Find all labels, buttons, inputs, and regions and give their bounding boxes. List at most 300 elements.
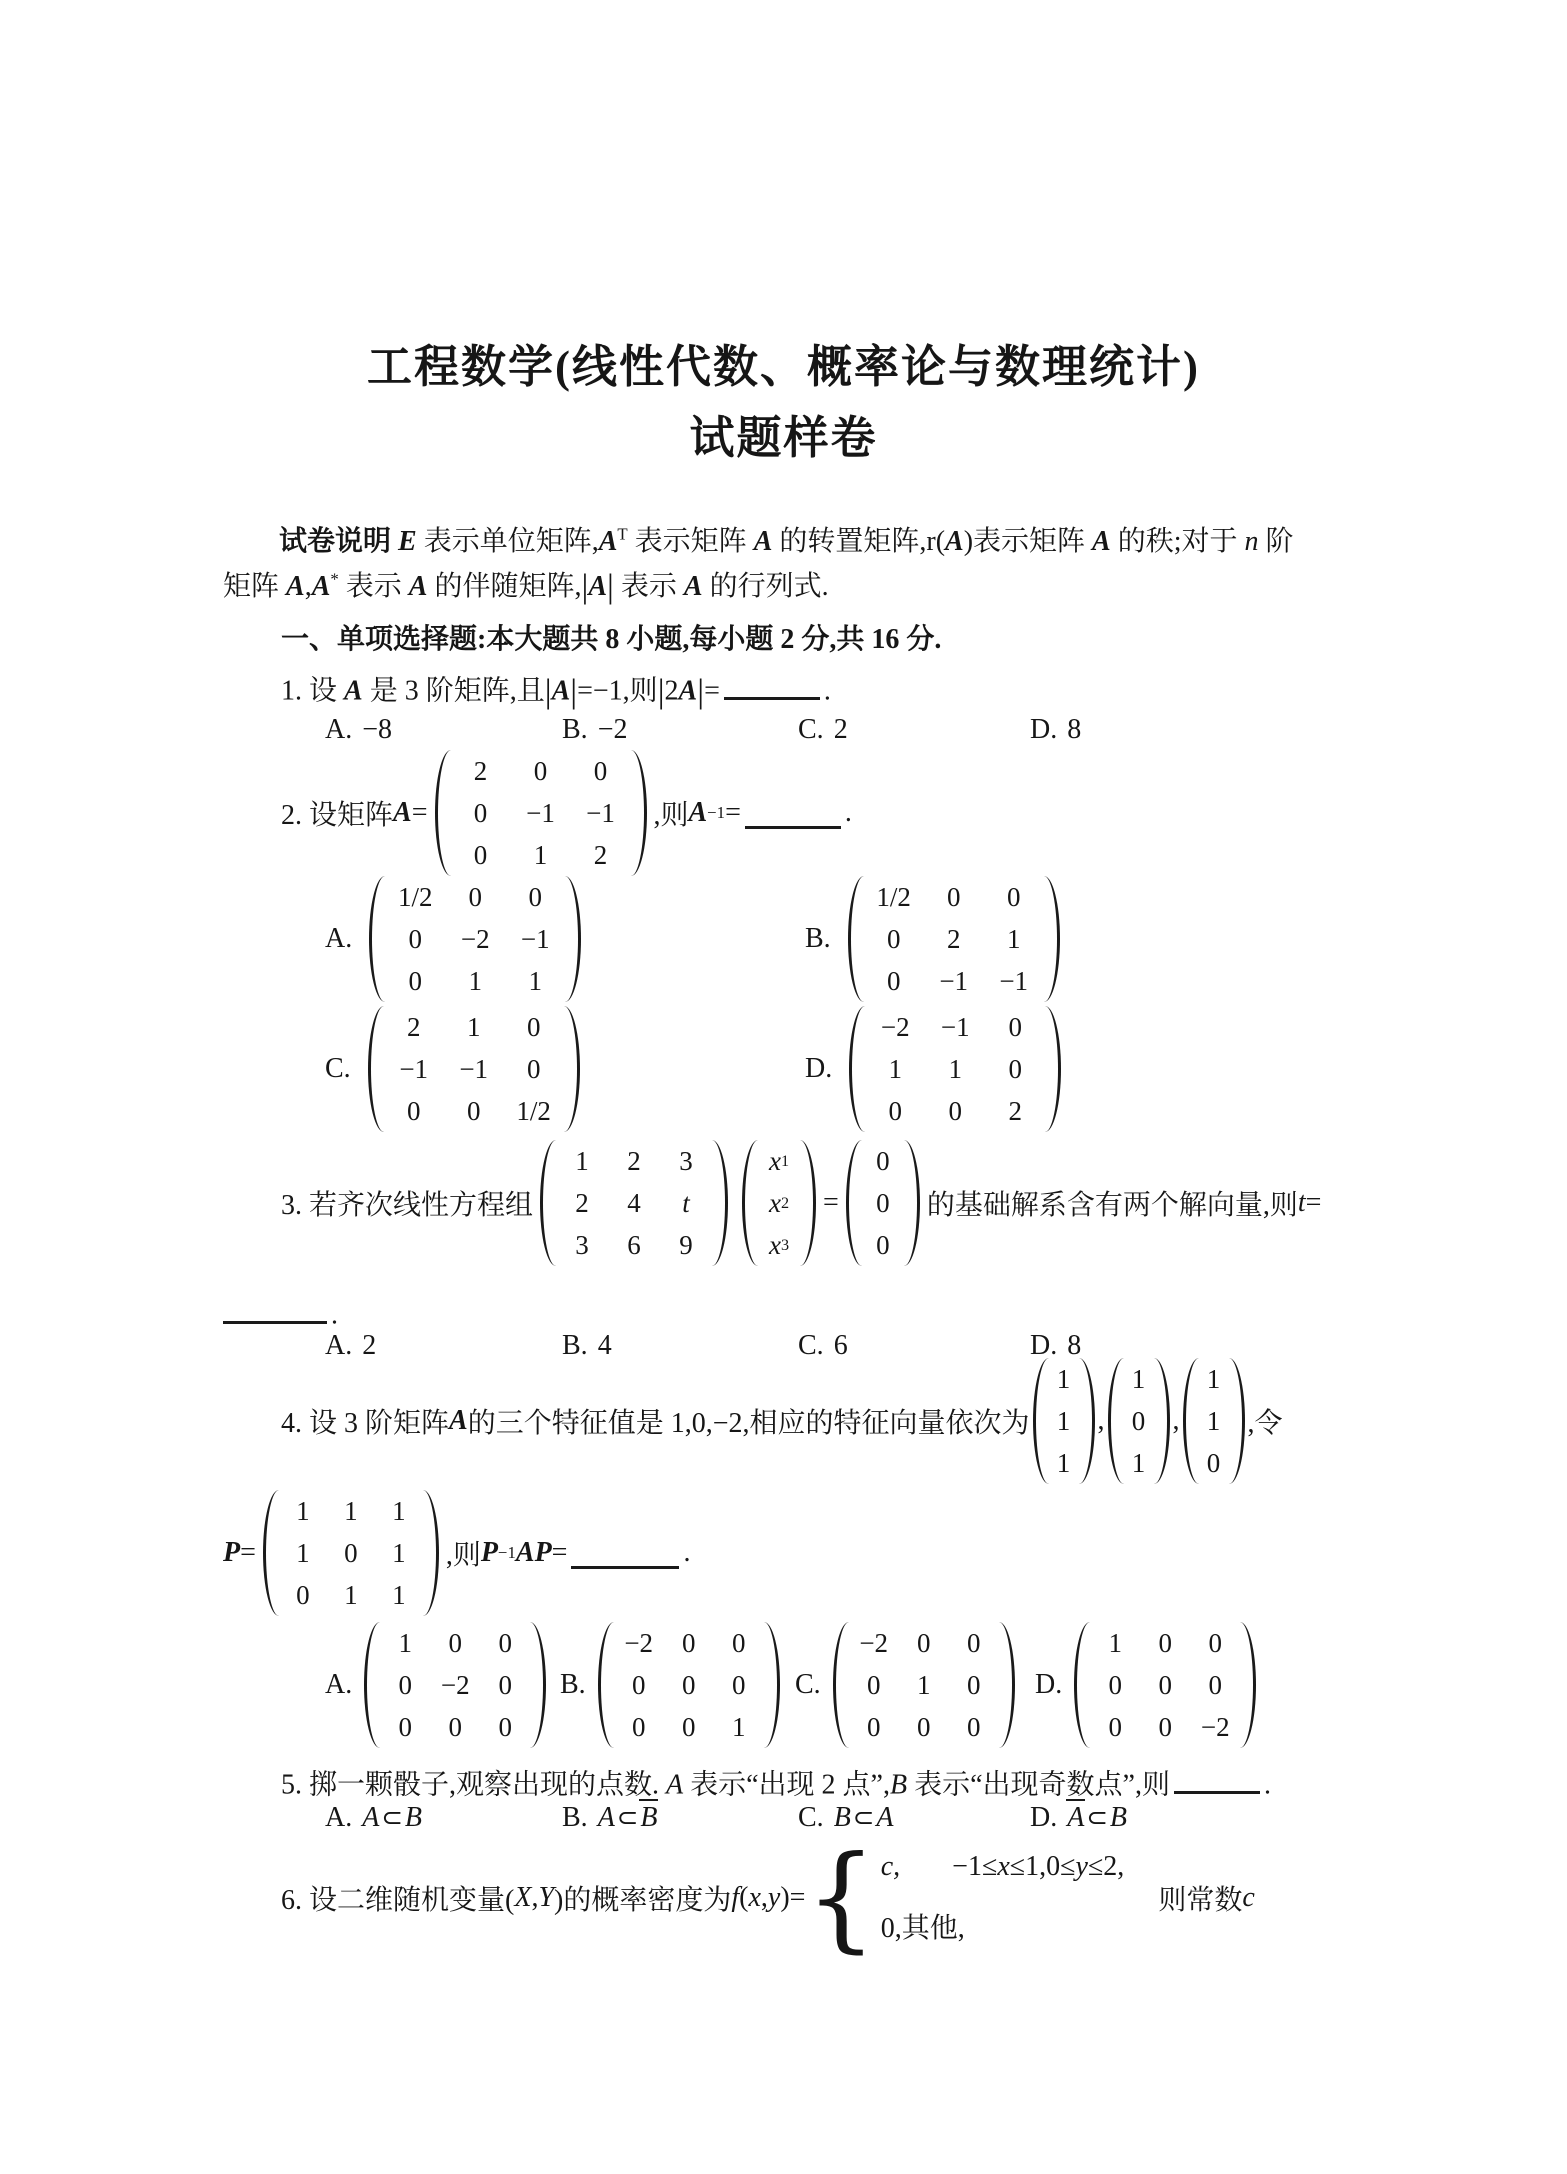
text-run: =: [411, 797, 428, 828]
matrix-cell: 0: [1131, 1405, 1146, 1436]
text-run: ,: [531, 1882, 539, 1913]
matrix-cell: 3: [575, 1229, 589, 1260]
option-label: A.: [325, 1669, 353, 1700]
matrix-cell: 0: [526, 1011, 541, 1042]
instructions-line-1: [279, 520, 1294, 564]
text-run: .: [331, 1299, 338, 1331]
matrix-cell: 1: [392, 1495, 406, 1526]
matrix-cell: 2: [946, 923, 961, 954]
matrix-cell: −1: [999, 965, 1029, 996]
vector-body: [1049, 1358, 1079, 1484]
option-label: B.: [562, 714, 588, 745]
matrix-cell: 1: [533, 839, 548, 870]
var-AP: AP: [515, 1537, 552, 1568]
paren-right: [564, 1006, 580, 1132]
matrix-cell: 0: [681, 1627, 696, 1658]
matrix-cell: 9: [679, 1229, 693, 1260]
matrix-cell: 1: [1056, 1447, 1071, 1478]
option-q1-b: [562, 714, 627, 746]
subset-symbol: ⊂: [1086, 1803, 1108, 1833]
paren-right: [1044, 876, 1060, 1002]
matrix-q2-option-b: [848, 876, 1060, 1002]
matrix-cell: −1: [940, 1011, 970, 1042]
var-x: x: [748, 1882, 761, 1913]
matrix-cell: 0: [448, 1711, 462, 1742]
text-run: =−1,则: [577, 675, 658, 707]
matrix-cell: 0: [948, 1095, 962, 1126]
text-run: 表示: [338, 571, 409, 602]
paren-right: [565, 876, 581, 1002]
matrix-cell: 0: [966, 1669, 981, 1700]
piecewise-function: [805, 1831, 1125, 1964]
var-t: t: [1297, 1187, 1306, 1218]
option-value: −8: [362, 714, 393, 745]
paren-left: [369, 876, 385, 1002]
paren-left: [1033, 1358, 1049, 1484]
text-run: ≤2,: [1087, 1851, 1125, 1882]
matrix-q4-p: [263, 1490, 439, 1616]
paren-left: [848, 876, 864, 1002]
text-run: 表示“出现 2 点”,: [683, 1769, 890, 1801]
answer-blank: [745, 797, 841, 829]
matrix-cell: −1: [586, 797, 615, 828]
text-run: )=: [780, 1882, 806, 1913]
option-label: A.: [325, 923, 353, 954]
matrix-cell: 1: [1108, 1627, 1122, 1658]
option-q5-c: [798, 1802, 893, 1834]
var-A: A: [449, 1405, 468, 1436]
piecewise-rows: [881, 1836, 1125, 1960]
text-run: 表示矩阵: [627, 526, 754, 557]
option-q5-d: [1030, 1802, 1127, 1834]
var-x: x: [997, 1851, 1010, 1882]
matrix-cell: 0: [731, 1627, 746, 1658]
var-A: A: [945, 526, 964, 557]
matrix-cell: 1: [575, 1145, 589, 1176]
matrix-cell: 0: [468, 881, 482, 912]
option-label: B.: [562, 1330, 588, 1361]
paren-right: [712, 1140, 728, 1266]
matrix-cell: −1: [939, 965, 969, 996]
case-value: 0,其他,: [880, 1913, 965, 1944]
paren-left: [1074, 1622, 1090, 1748]
text-run: 的基础解系含有两个解向量,则: [926, 1190, 1298, 1221]
matrix-cell: 0: [731, 1669, 746, 1700]
option-label: C.: [798, 1330, 824, 1361]
text-run: =: [551, 1537, 568, 1568]
matrix-cell: 0: [1008, 1053, 1022, 1084]
var-y: y: [1075, 1851, 1088, 1882]
matrix-cell: 3: [679, 1145, 693, 1176]
var-c: c: [1242, 1882, 1255, 1913]
vector-q3-zero: [846, 1140, 920, 1266]
matrix-cell: 1: [466, 1011, 481, 1042]
vector-q4-1: [1033, 1358, 1095, 1484]
text-run: =: [704, 675, 720, 707]
matrix-cell: 1: [1206, 1363, 1221, 1394]
matrix-body: [380, 1622, 530, 1748]
var-A: A: [393, 797, 412, 828]
exam-title: [0, 330, 1567, 395]
text-run: 2. 设矩阵: [281, 800, 394, 831]
text-run: .: [683, 1537, 691, 1568]
matrix-cell: 1: [1056, 1405, 1071, 1436]
text-run: 是 3 阶矩阵,且: [362, 675, 545, 707]
matrix-body: [556, 1140, 712, 1266]
option-q4-a: [325, 1622, 548, 1748]
option-q4-b: [560, 1622, 782, 1748]
matrix-cell: −1: [399, 1053, 429, 1084]
question-4-p-line: P = 1 1 1 1 0 1 0 1 1 ,则 P −1 AP = .: [223, 1490, 690, 1616]
text-run: =: [1305, 1187, 1322, 1218]
matrix-cell: 1: [468, 965, 482, 996]
var-A: A: [666, 1769, 684, 1801]
var-x: x: [768, 1187, 781, 1218]
matrix-cell: 0: [876, 1229, 890, 1260]
matrix-cell: 0: [408, 965, 422, 996]
text-run: =: [240, 1537, 256, 1568]
matrix-cell: −2: [859, 1627, 889, 1658]
text-run: =: [725, 797, 741, 828]
text-run: 6. 设二维随机变量(: [281, 1885, 515, 1916]
var-A: A: [408, 571, 428, 602]
option-q4-d: [1035, 1622, 1258, 1748]
paren-left: [368, 1006, 384, 1132]
matrix-body: [279, 1490, 423, 1616]
var-P: P: [480, 1537, 499, 1568]
text-run: )的概率密度为: [554, 1885, 732, 1916]
left-brace: {: [805, 1831, 877, 1964]
matrix-cell: −2: [460, 923, 490, 954]
text-run: 2: [664, 675, 679, 707]
matrix-cell: 1: [888, 1053, 902, 1084]
matrix-cell: 0: [473, 797, 488, 828]
matrix-cell: 1: [344, 1495, 358, 1526]
piecewise-row-2: [881, 1898, 1125, 1960]
matrix-cell: 1: [398, 1627, 412, 1658]
text-run: 则常数: [1158, 1885, 1243, 1916]
matrix-cell: 0: [1158, 1627, 1172, 1658]
matrix-cell: 0: [448, 1627, 462, 1658]
text-run: 表示单位矩阵,: [416, 526, 599, 557]
matrix-cell: 2: [627, 1145, 641, 1176]
instructions-lead: 试卷说明: [279, 526, 399, 557]
matrix-cell: 1: [1006, 923, 1021, 954]
matrix-cell: 0: [498, 1627, 512, 1658]
matrix-cell: 0: [886, 965, 901, 996]
matrix-cell: 0: [681, 1711, 696, 1742]
option-label: C.: [798, 714, 824, 745]
matrix-cell: 1: [731, 1711, 746, 1742]
matrix-cell: 0: [1158, 1711, 1172, 1742]
text-run: ,: [760, 1882, 768, 1913]
var-Y: Y: [538, 1882, 555, 1913]
matrix-cell: 0: [1108, 1669, 1122, 1700]
set-var: B: [833, 1802, 851, 1833]
matrix-cell: 0: [946, 881, 961, 912]
matrix-cell: 2: [406, 1011, 421, 1042]
var-A: A: [688, 797, 708, 828]
text-run: 表示: [613, 571, 684, 602]
matrix-cell: 0: [296, 1579, 310, 1610]
matrix-cell: 0: [1158, 1669, 1172, 1700]
var-P: P: [223, 1537, 241, 1568]
paren-left: [263, 1490, 279, 1616]
text-run: =: [823, 1187, 839, 1218]
piecewise-row-1: [881, 1836, 1125, 1898]
matrix-cell: 0: [866, 1711, 881, 1742]
matrix-body: [864, 876, 1044, 1002]
vector-body: x 1 x 2 x 3: [768, 1145, 790, 1260]
option-q2-a: [325, 876, 588, 1002]
matrix-cell: 1: [916, 1669, 931, 1700]
text-run: 1. 设: [281, 675, 345, 707]
subset-symbol: ⊂: [616, 1803, 639, 1833]
var-x: x: [768, 1145, 781, 1176]
var-A: A: [1092, 526, 1111, 557]
text-run: 的三个特征值是 1,0,−2,相应的特征向量依次为: [467, 1408, 1030, 1439]
var-A: A: [588, 571, 608, 602]
matrix-cell: 4: [627, 1187, 641, 1218]
text-run: 4. 设 3 阶矩阵: [281, 1408, 450, 1439]
matrix-cell: −2: [1200, 1711, 1230, 1742]
matrix-cell: 1/2: [876, 881, 911, 912]
matrix-cell: 0: [398, 1669, 412, 1700]
option-q5-b: [562, 1802, 657, 1834]
matrix-cell: 1: [1131, 1447, 1146, 1478]
option-q2-c: [325, 1006, 587, 1132]
option-q2-d: [805, 1006, 1068, 1132]
matrix-cell: 0: [408, 923, 422, 954]
text-run: 3. 若齐次线性方程组: [281, 1190, 534, 1221]
text-run: 阶: [1258, 526, 1294, 557]
text-run: ,令: [1247, 1408, 1283, 1439]
paren-right: [1229, 1358, 1245, 1484]
matrix-cell: 0: [406, 1095, 421, 1126]
matrix-cell: 1/2: [397, 881, 433, 912]
option-q5-a: [325, 1802, 422, 1834]
matrix-body: [849, 1622, 999, 1748]
matrix-q4-option-d: [1074, 1622, 1256, 1748]
matrix-cell: 0: [681, 1669, 696, 1700]
matrix-q2: [435, 750, 647, 876]
matrix-body: [1090, 1622, 1240, 1748]
matrix-cell: 0: [1206, 1447, 1221, 1478]
set-var: A: [362, 1802, 380, 1833]
question-3: [281, 1140, 1321, 1266]
matrix-cell: 1: [344, 1579, 358, 1610]
var-A: A: [683, 571, 703, 602]
option-label: B.: [805, 923, 831, 954]
text-run: ,则: [445, 1540, 481, 1571]
matrix-cell: 1/2: [516, 1095, 551, 1126]
matrix-cell: −2: [624, 1627, 654, 1658]
set-var-complement: A: [1067, 1802, 1085, 1833]
matrix-q2-option-d: [849, 1006, 1061, 1132]
paren-left: [540, 1140, 556, 1266]
option-value: 4: [597, 1330, 612, 1361]
matrix-q3-coefficient: [540, 1140, 728, 1266]
matrix-body: [385, 876, 565, 1002]
paren-left: [849, 1006, 865, 1132]
option-q4-c: [795, 1622, 1017, 1748]
matrix-cell: 1: [296, 1495, 310, 1526]
var-A: A: [286, 571, 305, 602]
matrix-cell: −1: [520, 923, 550, 954]
paren-left: [435, 750, 451, 876]
matrix-cell: 0: [1108, 1711, 1122, 1742]
matrix-cell: 1: [528, 965, 542, 996]
paren-right: [530, 1622, 546, 1748]
question-2: 2. 设矩阵 A = 2 0 0 0 −1 −1 0 1 2 ,则 A −1 = .: [281, 750, 852, 876]
matrix-cell: 0: [916, 1711, 931, 1742]
paren-right: [764, 1622, 780, 1748]
matrix-cell: 0: [473, 839, 488, 870]
matrix-cell: 0: [631, 1711, 646, 1742]
var-A: A: [344, 675, 363, 707]
option-label: B.: [562, 1802, 588, 1833]
var-A: A: [753, 526, 773, 557]
matrix-cell: 0: [966, 1711, 981, 1742]
matrix-cell: 0: [876, 1187, 890, 1218]
det-bar: |: [697, 673, 705, 711]
det-bar: |: [570, 673, 578, 711]
text-run: (: [739, 1882, 749, 1913]
text-run: .: [823, 675, 831, 707]
matrix-cell: 0: [876, 1145, 890, 1176]
paren-left: [598, 1622, 614, 1748]
var-A: A: [551, 675, 571, 707]
paren-left: [833, 1622, 849, 1748]
option-label: C.: [798, 1802, 824, 1833]
matrix-q4-option-a: [364, 1622, 546, 1748]
matrix-cell: 0: [1208, 1627, 1222, 1658]
text-run: ,: [1172, 1405, 1180, 1436]
matrix-cell: 0: [1008, 1011, 1022, 1042]
option-label: C.: [325, 1053, 351, 1084]
matrix-cell: 0: [1006, 881, 1021, 912]
case-value: c,: [880, 1851, 901, 1882]
paren-right: [800, 1140, 816, 1266]
var-X: X: [514, 1882, 532, 1913]
option-label: D.: [1030, 1330, 1058, 1361]
var-A: A: [598, 526, 618, 557]
set-var: A: [876, 1802, 894, 1833]
instructions-line-2: [223, 565, 829, 610]
text-run: .: [844, 797, 852, 828]
paren-right: [631, 750, 647, 876]
option-label: D.: [1035, 1669, 1063, 1700]
option-value: 8: [1067, 714, 1082, 745]
option-q1-a: [325, 714, 392, 746]
var-f: f: [731, 1882, 740, 1913]
matrix-cell: 0: [593, 755, 608, 786]
option-label: A.: [325, 714, 353, 745]
paren-left: [1183, 1358, 1199, 1484]
det-bar: |: [607, 568, 614, 606]
var-A: A: [678, 675, 698, 707]
text-run: −1≤: [952, 1851, 998, 1882]
matrix-body: [865, 1006, 1045, 1132]
option-value: 6: [833, 1330, 848, 1361]
sup-transpose: T: [617, 524, 628, 544]
matrix-q4-option-b: [598, 1622, 780, 1748]
option-q1-c: [798, 714, 848, 746]
vector-q3-x: [742, 1140, 816, 1266]
var-A: A: [311, 571, 331, 602]
matrix-cell: 0: [466, 1095, 481, 1126]
text-run: 的秩;对于: [1110, 526, 1245, 557]
matrix-cell: 0: [966, 1627, 981, 1658]
matrix-cell: −1: [526, 797, 555, 828]
matrix-cell: 0: [528, 881, 542, 912]
option-value: 2: [362, 1330, 377, 1361]
set-var: B: [404, 1802, 423, 1833]
text-run: 的伴随矩阵,: [427, 571, 582, 602]
set-var-complement: B: [640, 1802, 658, 1833]
matrix-cell: 0: [498, 1711, 512, 1742]
text-run: ,: [304, 571, 312, 602]
matrix-cell: 0: [1208, 1669, 1222, 1700]
matrix-cell: 0: [344, 1537, 358, 1568]
question-1: [281, 668, 831, 714]
text-run: ,则: [653, 800, 689, 831]
vector-q4-3: [1183, 1358, 1245, 1484]
var-n: n: [1244, 526, 1259, 557]
matrix-cell: 1: [1206, 1405, 1221, 1436]
answer-blank: [223, 1292, 327, 1324]
matrix-cell: 1: [392, 1579, 406, 1610]
option-label: D.: [1030, 1802, 1058, 1833]
section-1-heading: [281, 618, 941, 662]
matrix-cell: −2: [440, 1669, 470, 1700]
matrix-q4-option-c: [833, 1622, 1015, 1748]
exam-subtitle-text: 试题样卷: [689, 413, 878, 463]
text-run: )表示矩阵: [963, 526, 1093, 557]
option-value: 8: [1067, 1330, 1082, 1361]
matrix-cell: −1: [459, 1053, 489, 1084]
det-bar: |: [544, 673, 552, 711]
option-label: A.: [325, 1802, 353, 1833]
matrix-cell: 0: [886, 923, 901, 954]
matrix-q2-option-a: [369, 876, 581, 1002]
matrix-cell: 1: [1056, 1363, 1071, 1394]
vector-q4-2: [1108, 1358, 1170, 1484]
matrix-cell: 0: [866, 1669, 881, 1700]
matrix-cell: 1: [392, 1537, 406, 1568]
matrix-cell: 0: [526, 1053, 541, 1084]
text-run: 矩阵: [223, 571, 287, 602]
matrix-cell: 0: [498, 1669, 512, 1700]
paren-right: [999, 1622, 1015, 1748]
matrix-cell-t: t: [682, 1187, 690, 1218]
option-q2-b: [805, 876, 1067, 1002]
exam-subtitle: [0, 401, 1567, 466]
matrix-q2-option-c: [368, 1006, 580, 1132]
matrix-cell: 0: [888, 1095, 902, 1126]
section-1-heading-text: 一、单项选择题:本大题共 8 小题,每小题 2 分,共 16 分.: [281, 624, 942, 655]
matrix-cell: 1: [948, 1053, 962, 1084]
matrix-cell: 0: [533, 755, 548, 786]
vector-body: [1199, 1358, 1229, 1484]
answer-blank: [724, 668, 820, 700]
matrix-cell: 1: [1131, 1363, 1146, 1394]
question-3-blank-line: [223, 1292, 338, 1338]
option-label: D.: [805, 1053, 833, 1084]
matrix-cell: 6: [627, 1229, 641, 1260]
vector-body: [862, 1140, 904, 1266]
option-q1-d: [1030, 714, 1081, 746]
